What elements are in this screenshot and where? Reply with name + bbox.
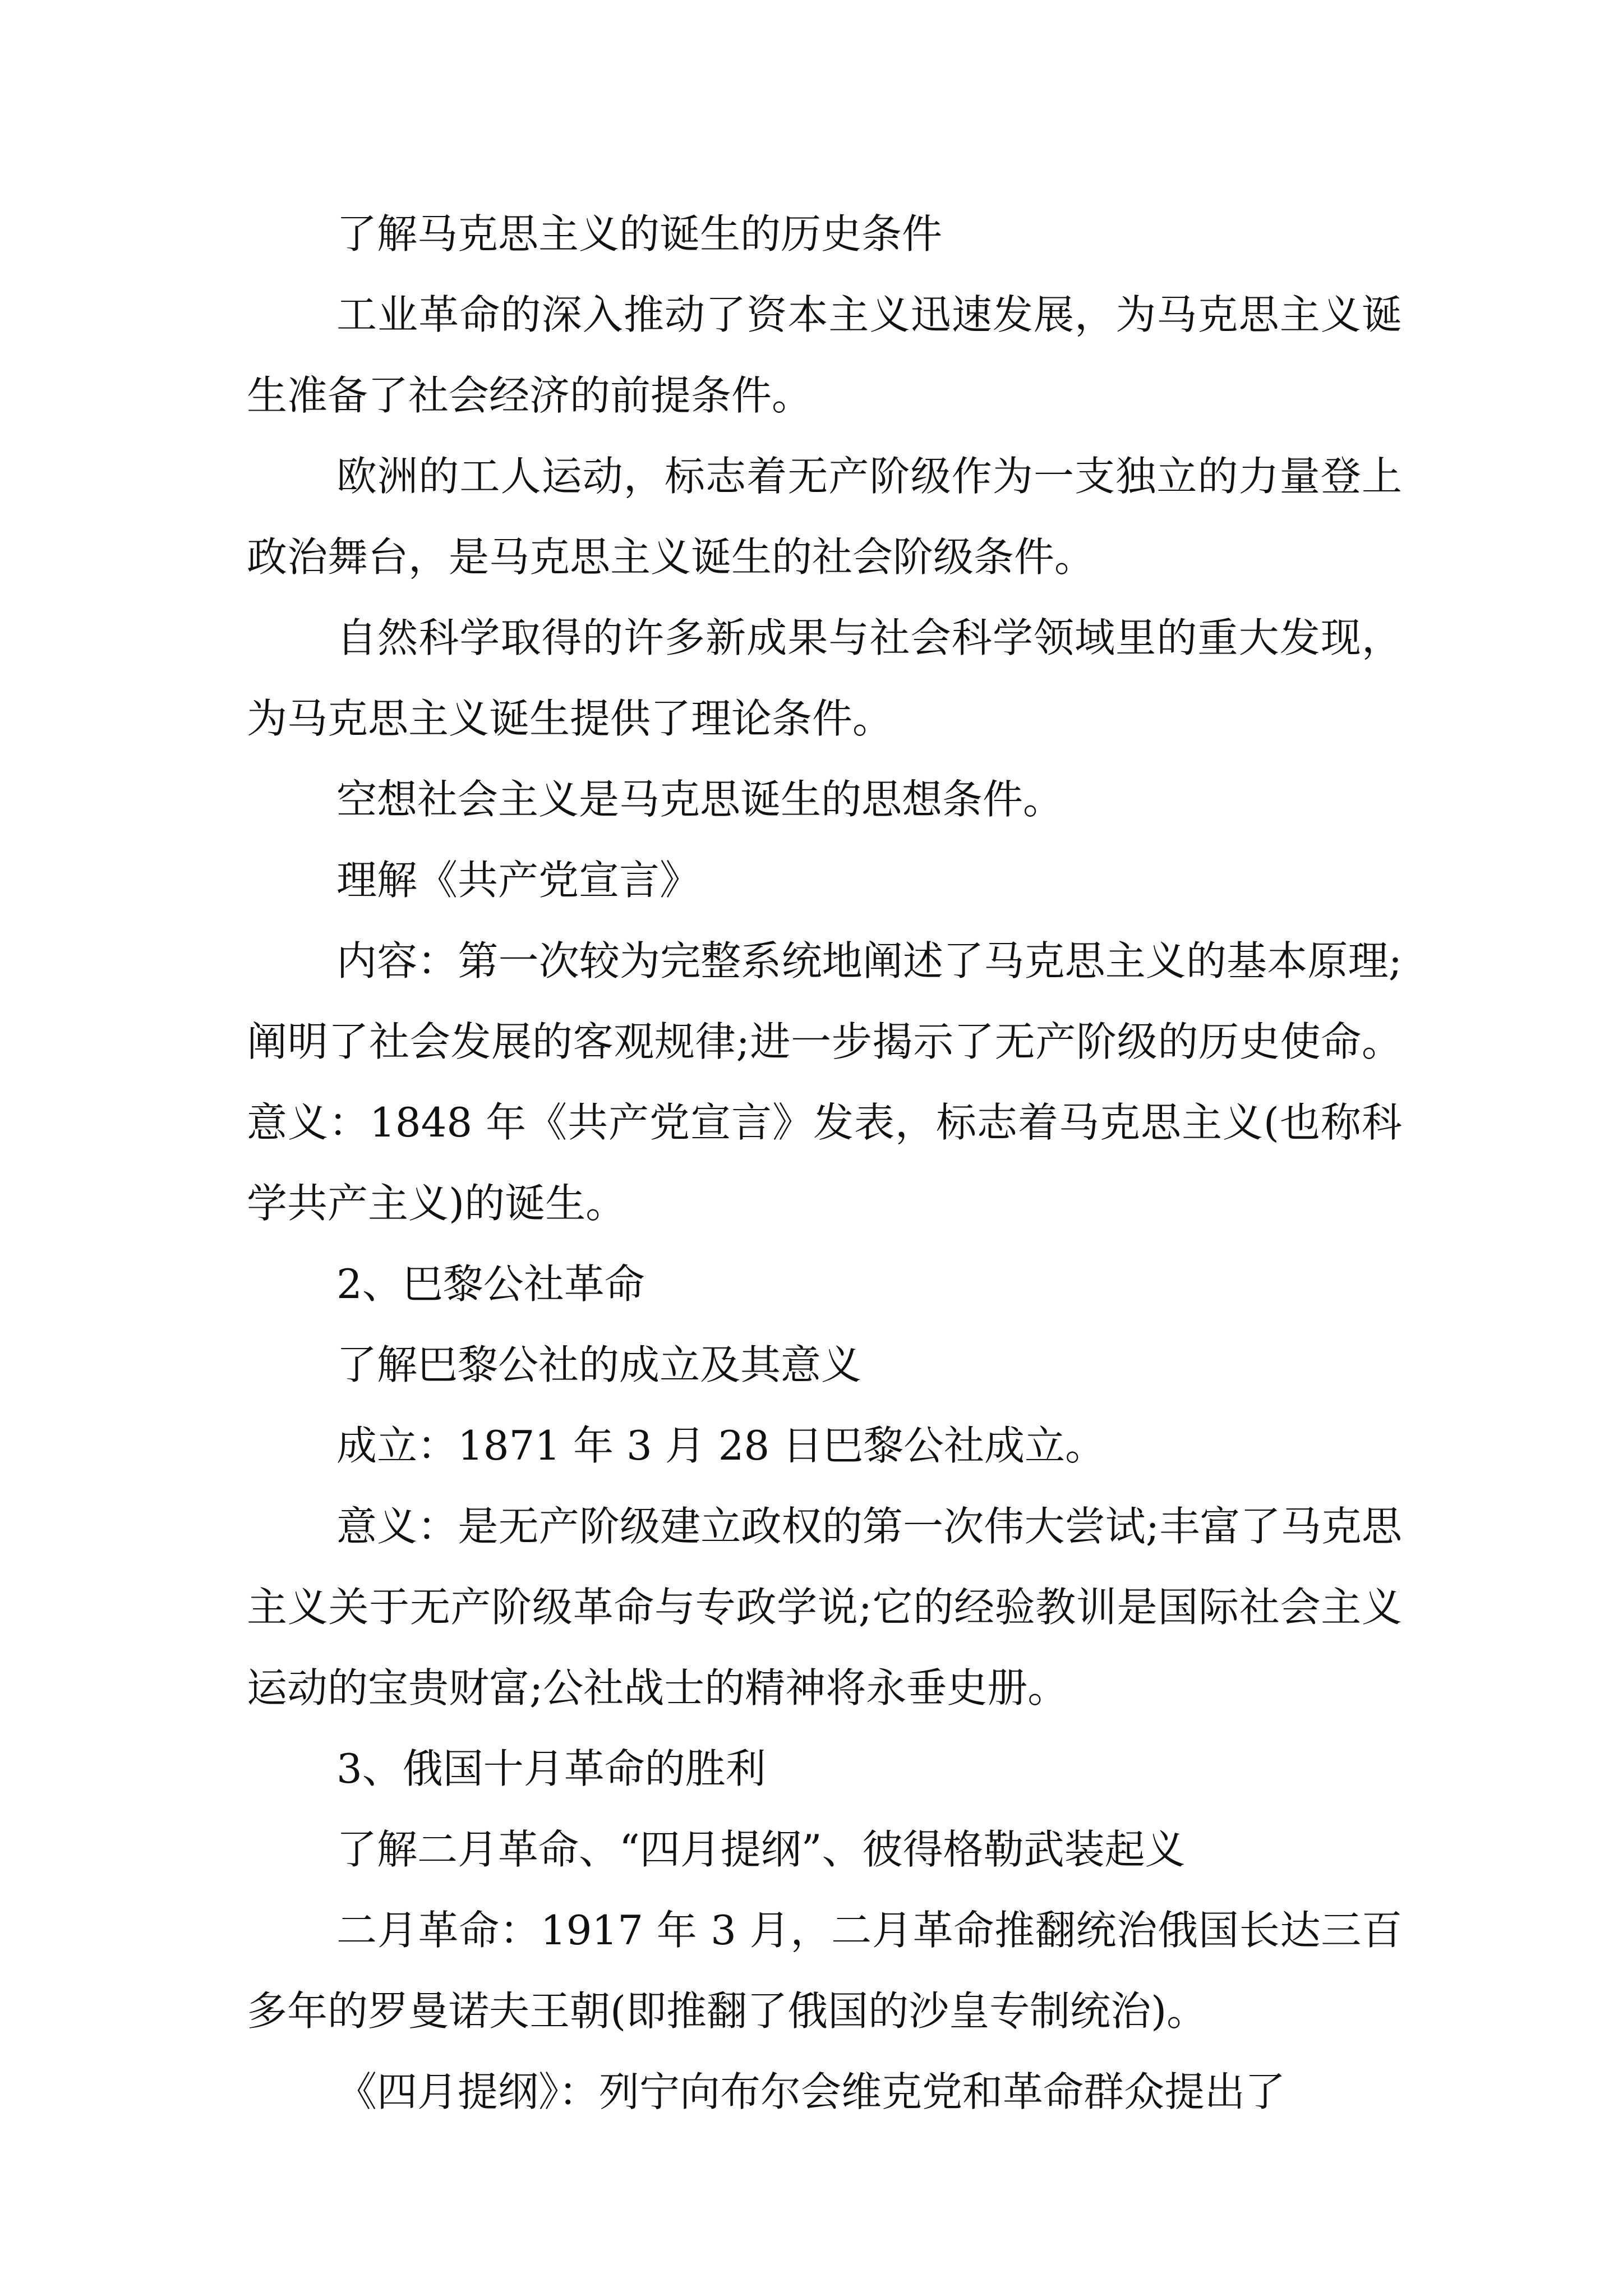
document-body	[247, 194, 1402, 2132]
section-heading-paris-commune: 2、巴黎公社革命	[336, 1260, 645, 1308]
paragraph-april-theses: 《四月提纲》：列宁向布尔会维克党和革命群众提出了	[336, 2068, 1286, 2115]
paragraph-industrial-revolution: 工业革命的深入推动了资本主义迅速发展，为马克思主义诞生准备了社会经济的前提条件。	[247, 291, 1402, 419]
paragraph-natural-science: 自然科学取得的许多新成果与社会科学领域里的重大发现，为马克思主义诞生提供了理论条件。	[247, 614, 1402, 742]
section-heading-october-revolution: 3、俄国十月革命的胜利	[336, 1745, 766, 1792]
paragraph-february-revolution: 二月革命：1917 年 3 月，二月革命推翻统治俄国长达三百多年的罗曼诺夫王朝(即推翻了俄国的沙皇专制统治)。	[247, 1907, 1402, 2035]
paragraph-heading-manifesto: 理解《共产党宣言》	[336, 857, 700, 904]
paragraph-heading-commune-founding: 了解巴黎公社的成立及其意义	[336, 1341, 862, 1388]
paragraph-heading-february-revolution: 了解二月革命、“四月提纲”、彼得格勒武装起义	[336, 1826, 1186, 1873]
paragraph-manifesto-content: 内容：第一次较为完整系统地阐述了马克思主义的基本原理;阐明了社会发展的客观规律;进一步揭示了无产阶级的历史使命。意义：1848 年《共产党宣言》发表，标志着马克思主义(也称科学共产主义)的诞生。	[247, 937, 1402, 1227]
paragraph-workers-movement: 欧洲的工人运动，标志着无产阶级作为一支独立的力量登上政治舞台，是马克思主义诞生的社会阶级条件。	[247, 453, 1402, 581]
paragraph-utopian-socialism: 空想社会主义是马克思诞生的思想条件。	[336, 776, 1064, 823]
paragraph-commune-significance: 意义：是无产阶级建立政权的第一次伟大尝试;丰富了马克思主义关于无产阶级革命与专政学说;它的经验教训是国际社会主义运动的宝贵财富;公社战士的精神将永垂史册。	[247, 1503, 1402, 1711]
paragraph-commune-founding: 成立：1871 年 3 月 28 日巴黎公社成立。	[336, 1422, 1106, 1469]
paragraph-heading-conditions: 了解马克思主义的诞生的历史条件	[336, 210, 943, 257]
